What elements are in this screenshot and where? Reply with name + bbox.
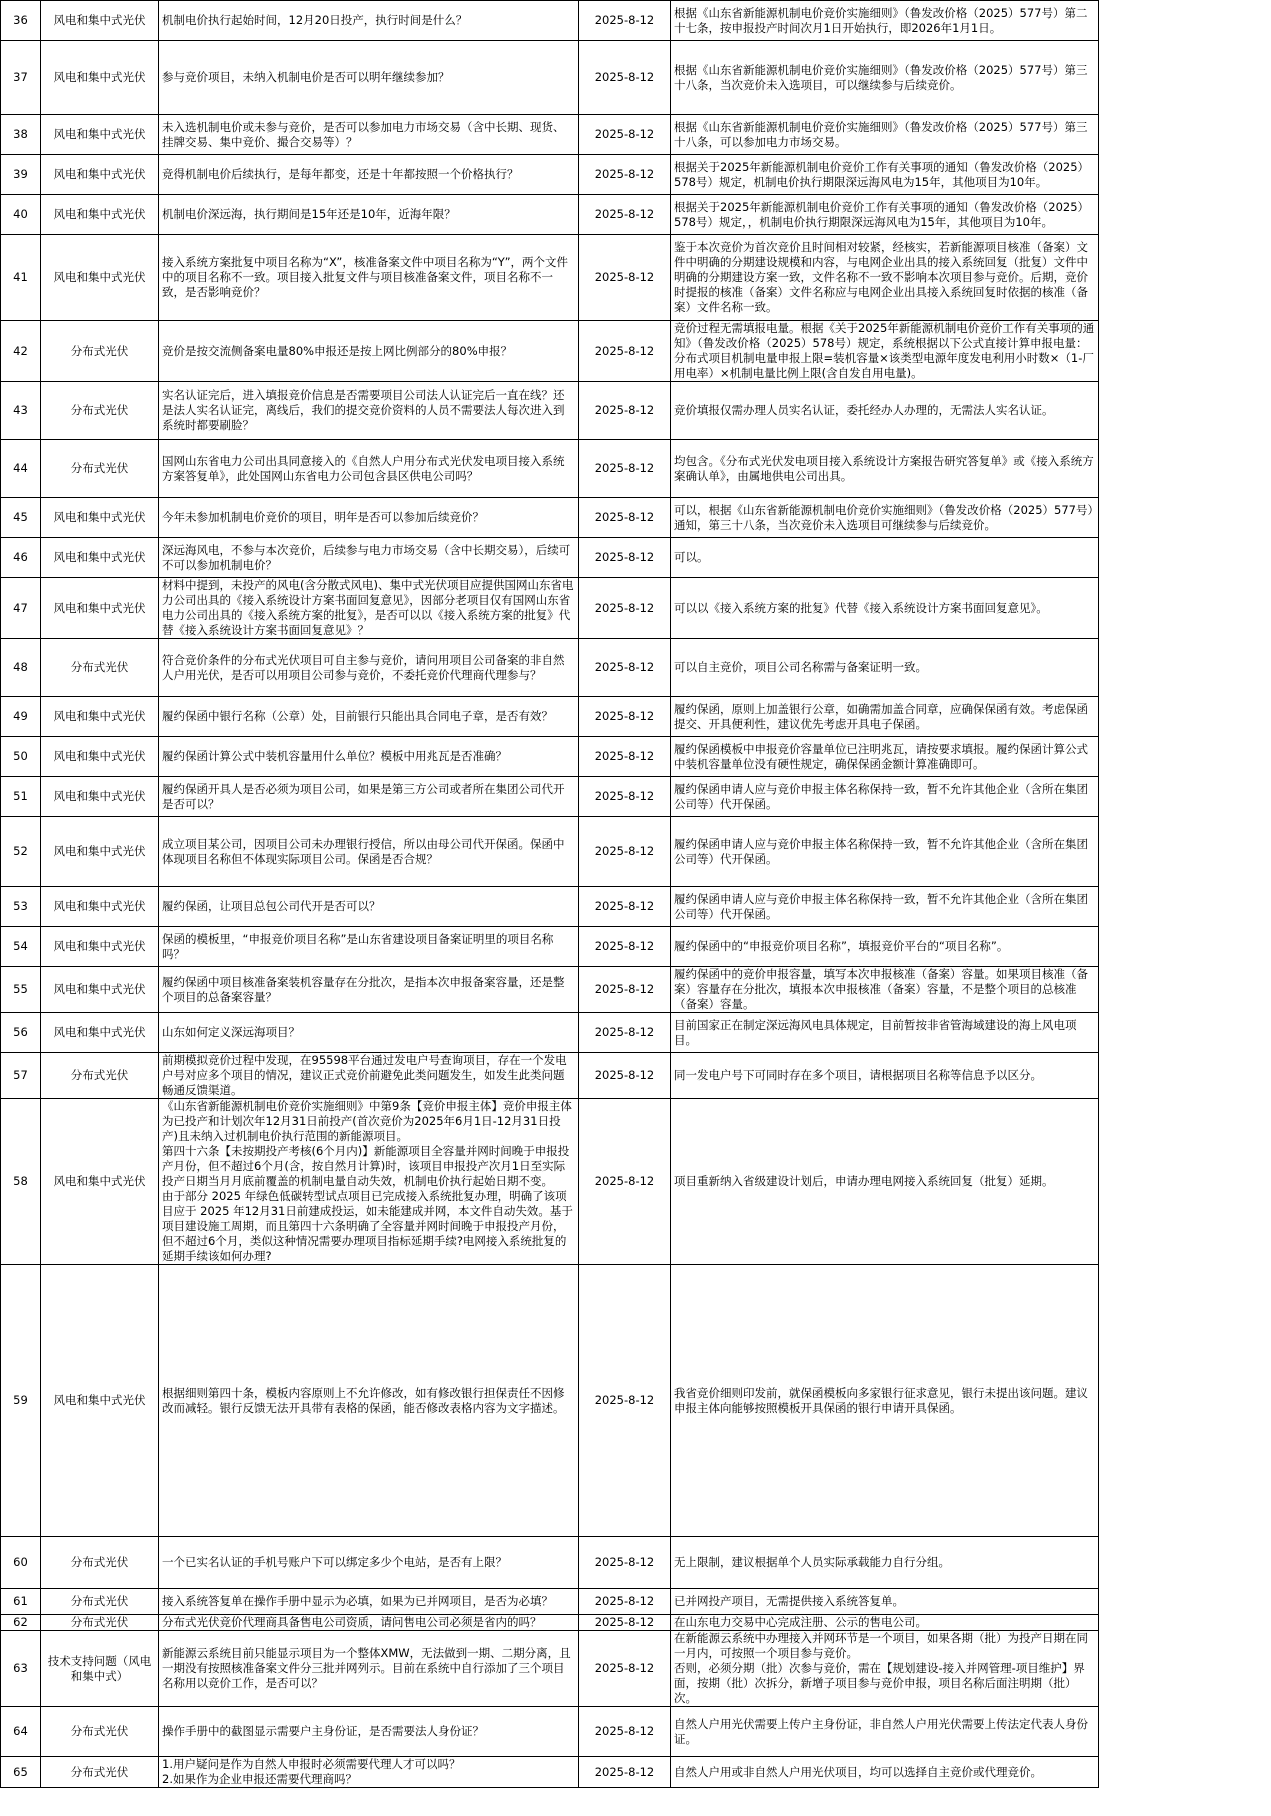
answer-cell[interactable]: 自然人户用光伏需要上传户主身份证，非自然人户用光伏需要上传法定代表人身份证。 bbox=[671, 1707, 1099, 1757]
question-cell[interactable]: 接入系统方案批复中项目名称为“X”，核准备案文件中项目名称为“Y”，两个文件中的项目名称不一致。项目接入批复文件与项目核准备案文件，项目名称不一致，是否影响竞价？ bbox=[159, 235, 579, 321]
row-number-cell[interactable]: 50 bbox=[1, 737, 41, 777]
reply-date-cell[interactable]: 2025-8-12 bbox=[579, 777, 671, 817]
answer-cell[interactable]: 根据关于2025年新能源机制电价竞价工作有关事项的通知（鲁发改价格（2025）578号）规定，机制电价执行期限深远海风电为15年，其他项目为10年。 bbox=[671, 155, 1099, 195]
reply-date-cell[interactable]: 2025-8-12 bbox=[579, 1757, 671, 1788]
table-row bbox=[1, 817, 1099, 887]
reply-date-cell[interactable]: 2025-8-12 bbox=[579, 578, 671, 639]
answer-cell[interactable]: 可以，根据《山东省新能源机制电价竞价实施细则》（鲁发改价格（2025）577号）通知，第三十八条，当次竞价未入选项目可继续参与后续竞价。 bbox=[671, 498, 1099, 538]
row-number-cell[interactable]: 60 bbox=[1, 1537, 41, 1589]
project-type-cell[interactable]: 风电和集中式光伏 bbox=[41, 777, 159, 817]
reply-date-cell[interactable]: 2025-8-12 bbox=[579, 1707, 671, 1757]
table-row bbox=[1, 639, 1099, 697]
question-cell[interactable]: 履约保函中银行名称（公章）处，目前银行只能出具合同电子章，是否有效？ bbox=[159, 697, 579, 737]
answer-cell[interactable]: 可以。 bbox=[671, 538, 1099, 578]
answer-cell[interactable]: 根据《山东省新能源机制电价竞价实施细则》（鲁发改价格（2025）577号）第二十七条，按申报投产时间次月1日开始执行，即2026年1月1日。 bbox=[671, 1, 1099, 41]
answer-cell[interactable]: 可以自主竞价，项目公司名称需与备案证明一致。 bbox=[671, 639, 1099, 697]
reply-date-cell[interactable]: 2025-8-12 bbox=[579, 967, 671, 1013]
table-row bbox=[1, 1013, 1099, 1053]
reply-date-cell[interactable]: 2025-8-12 bbox=[579, 115, 671, 155]
reply-date-cell[interactable]: 2025-8-12 bbox=[579, 697, 671, 737]
question-cell[interactable]: 前期模拟竞价过程中发现，在95598平台通过发电户号查询项目，存在一个发电户号对应多个项目的情况，建议正式竞价前避免此类问题发生，如发生此类问题畅通反馈渠道。 bbox=[159, 1053, 579, 1099]
project-type-cell[interactable]: 风电和集中式光伏 bbox=[41, 967, 159, 1013]
table-row bbox=[1, 115, 1099, 155]
answer-cell[interactable]: 履约保函，原则上加盖银行公章，如确需加盖合同章，应确保保函有效。考虑保函提交、开具便利性，建议优先考虑开具电子保函。 bbox=[671, 697, 1099, 737]
table-row bbox=[1, 1757, 1099, 1788]
row-number-cell[interactable]: 40 bbox=[1, 195, 41, 235]
row-number-cell[interactable]: 54 bbox=[1, 927, 41, 967]
row-number-cell[interactable]: 62 bbox=[1, 1615, 41, 1631]
row-number-cell[interactable]: 45 bbox=[1, 498, 41, 538]
table-row bbox=[1, 195, 1099, 235]
project-type-cell[interactable]: 分布式光伏 bbox=[41, 1537, 159, 1589]
row-number-cell[interactable]: 41 bbox=[1, 235, 41, 321]
reply-date-cell[interactable]: 2025-8-12 bbox=[579, 321, 671, 382]
table-row bbox=[1, 538, 1099, 578]
table-row bbox=[1, 737, 1099, 777]
table-row bbox=[1, 1707, 1099, 1757]
answer-cell[interactable]: 目前国家正在制定深远海风电具体规定，目前暂按非省管海域建设的海上风电项目。 bbox=[671, 1013, 1099, 1053]
question-cell[interactable]: 未入选机制电价或未参与竞价，是否可以参加电力市场交易（含中长期、现货、挂牌交易、集中竞价、撮合交易等）？ bbox=[159, 115, 579, 155]
table-row bbox=[1, 1631, 1099, 1707]
reply-date-cell[interactable]: 2025-8-12 bbox=[579, 41, 671, 115]
project-type-cell[interactable]: 风电和集中式光伏 bbox=[41, 887, 159, 927]
question-cell[interactable]: 山东如何定义深远海项目？ bbox=[159, 1013, 579, 1053]
answer-cell[interactable]: 在新能源云系统中办理接入并网环节是一个项目，如果各期（批）为投产日期在同一月内，可按照一个项目参与竞价。 否则，必须分期（批）次参与竞价，需在【规划建设-接入并网管理-项目维护】界面，按期（批）次拆分，新增子项目参与竞价申报，项目名称后面注明期（批）次。 bbox=[671, 1631, 1099, 1707]
answer-cell[interactable]: 项目重新纳入省级建设计划后，申请办理电网接入系统回复（批复）延期。 bbox=[671, 1099, 1099, 1265]
table-row bbox=[1, 777, 1099, 817]
answer-cell[interactable]: 履约保函申请人应与竞价申报主体名称保持一致，暂不允许其他企业（含所在集团公司等）代开保函。 bbox=[671, 887, 1099, 927]
reply-date-cell[interactable]: 2025-8-12 bbox=[579, 538, 671, 578]
reply-date-cell[interactable]: 2025-8-12 bbox=[579, 498, 671, 538]
row-number-cell[interactable]: 48 bbox=[1, 639, 41, 697]
reply-date-cell[interactable]: 2025-8-12 bbox=[579, 1537, 671, 1589]
row-number-cell[interactable]: 52 bbox=[1, 817, 41, 887]
row-number-cell[interactable]: 44 bbox=[1, 440, 41, 498]
row-number-cell[interactable]: 46 bbox=[1, 538, 41, 578]
table-row bbox=[1, 1053, 1099, 1099]
project-type-cell[interactable]: 分布式光伏 bbox=[41, 321, 159, 382]
reply-date-cell[interactable]: 2025-8-12 bbox=[579, 440, 671, 498]
table-row bbox=[1, 498, 1099, 538]
answer-cell[interactable]: 根据《山东省新能源机制电价竞价实施细则》（鲁发改价格（2025）577号）第三十八条，可以参加电力市场交易。 bbox=[671, 115, 1099, 155]
question-cell[interactable]: 履约保函计算公式中装机容量用什么单位？模板中用兆瓦是否准确？ bbox=[159, 737, 579, 777]
project-type-cell[interactable]: 风电和集中式光伏 bbox=[41, 1265, 159, 1537]
project-type-cell[interactable]: 风电和集中式光伏 bbox=[41, 498, 159, 538]
project-type-cell[interactable]: 分布式光伏 bbox=[41, 1589, 159, 1615]
reply-date-cell[interactable]: 2025-8-12 bbox=[579, 1615, 671, 1631]
project-type-cell[interactable]: 分布式光伏 bbox=[41, 1757, 159, 1788]
row-number-cell[interactable]: 64 bbox=[1, 1707, 41, 1757]
reply-date-cell[interactable]: 2025-8-12 bbox=[579, 1099, 671, 1265]
question-cell[interactable]: 一个已实名认证的手机号账户下可以绑定多少个电站，是否有上限？ bbox=[159, 1537, 579, 1589]
answer-cell[interactable]: 竞价过程无需填报电量。根据《关于2025年新能源机制电价竞价工作有关事项的通知》（鲁发改价格（2025）578号）规定，系统根据以下公式直接计算申报电量：分布式项目机制电量申报上限=装机容量×该类型电源年度发电利用小时数×（1-厂用电率）×机制电量比例上限(含自发自用电量)。 bbox=[671, 321, 1099, 382]
question-cell[interactable]: 竞得机制电价后续执行，是每年都变，还是十年都按照一个价格执行？ bbox=[159, 155, 579, 195]
reply-date-cell[interactable]: 2025-8-12 bbox=[579, 1631, 671, 1707]
reply-date-cell[interactable]: 2025-8-12 bbox=[579, 639, 671, 697]
answer-cell[interactable]: 我省竞价细则印发前，就保函模板向多家银行征求意见，银行未提出该问题。建议申报主体向能够按照模板开具保函的银行申请开具保函。 bbox=[671, 1265, 1099, 1537]
project-type-cell[interactable]: 风电和集中式光伏 bbox=[41, 927, 159, 967]
reply-date-cell[interactable]: 2025-8-12 bbox=[579, 1, 671, 41]
row-number-cell[interactable]: 47 bbox=[1, 578, 41, 639]
project-type-cell[interactable]: 风电和集中式光伏 bbox=[41, 737, 159, 777]
reply-date-cell[interactable]: 2025-8-12 bbox=[579, 1589, 671, 1615]
table-row bbox=[1, 382, 1099, 440]
table-row bbox=[1, 927, 1099, 967]
answer-cell[interactable]: 鉴于本次竞价为首次竞价且时间相对较紧，经核实，若新能源项目核准（备案）文件中明确的分期建设规模和内容，与电网企业出具的接入系统回复（批复）文件中明确的分期建设方案一致，文件名称不一致不影响本次项目参与竞价。后期，竞价时提报的核准（备案）文件名称应与电网企业出具接入系统回复时依据的核准（备案）文件名称一致。 bbox=[671, 235, 1099, 321]
question-cell[interactable]: 参与竞价项目，未纳入机制电价是否可以明年继续参加？ bbox=[159, 41, 579, 115]
faq-table-body bbox=[1, 1, 1099, 1788]
row-number-cell[interactable]: 43 bbox=[1, 382, 41, 440]
answer-cell[interactable]: 履约保函申请人应与竞价申报主体名称保持一致，暂不允许其他企业（含所在集团公司等）代开保函。 bbox=[671, 777, 1099, 817]
project-type-cell[interactable]: 分布式光伏 bbox=[41, 1707, 159, 1757]
answer-cell[interactable]: 履约保函申请人应与竞价申报主体名称保持一致，暂不允许其他企业（含所在集团公司等）代开保函。 bbox=[671, 817, 1099, 887]
project-type-cell[interactable]: 风电和集中式光伏 bbox=[41, 817, 159, 887]
answer-cell[interactable]: 履约保函中的“申报竞价项目名称”，填报竞价平台的“项目名称”。 bbox=[671, 927, 1099, 967]
row-number-cell[interactable]: 36 bbox=[1, 1, 41, 41]
question-cell[interactable]: 今年未参加机制电价竞价的项目，明年是否可以参加后续竞价？ bbox=[159, 498, 579, 538]
reply-date-cell[interactable]: 2025-8-12 bbox=[579, 1265, 671, 1537]
reply-date-cell[interactable]: 2025-8-12 bbox=[579, 235, 671, 321]
question-cell[interactable]: 1.用户疑问是作为自然人申报时必须需要代理人才可以吗？ 2.如果作为企业申报还需要代理商吗？ bbox=[159, 1757, 579, 1788]
question-cell[interactable]: 成立项目某公司，因项目公司未办理银行授信，所以由母公司代开保函。保函中体现项目名称但不体现实际项目公司。保函是否合规？ bbox=[159, 817, 579, 887]
project-type-cell[interactable]: 风电和集中式光伏 bbox=[41, 195, 159, 235]
project-type-cell[interactable]: 风电和集中式光伏 bbox=[41, 697, 159, 737]
reply-date-cell[interactable]: 2025-8-12 bbox=[579, 927, 671, 967]
answer-cell[interactable]: 竞价填报仅需办理人员实名认证，委托经办人办理的，无需法人实名认证。 bbox=[671, 382, 1099, 440]
answer-cell[interactable]: 可以以《接入系统方案的批复》代替《接入系统设计方案书面回复意见》。 bbox=[671, 578, 1099, 639]
reply-date-cell[interactable]: 2025-8-12 bbox=[579, 817, 671, 887]
project-type-cell[interactable]: 风电和集中式光伏 bbox=[41, 41, 159, 115]
question-cell[interactable]: 国网山东省电力公司出具同意接入的《自然人户用分布式光伏发电项目接入系统方案答复单》，此处国网山东省电力公司包含县区供电公司吗？ bbox=[159, 440, 579, 498]
table-row bbox=[1, 887, 1099, 927]
table-row bbox=[1, 697, 1099, 737]
answer-cell[interactable]: 履约保函模板中申报竞价容量单位已注明兆瓦，请按要求填报。履约保函计算公式中装机容量单位没有硬性规定，确保保函金额计算准确即可。 bbox=[671, 737, 1099, 777]
project-type-cell[interactable]: 技术支持问题（风电和集中式） bbox=[41, 1631, 159, 1707]
row-number-cell[interactable]: 65 bbox=[1, 1757, 41, 1788]
project-type-cell[interactable]: 风电和集中式光伏 bbox=[41, 155, 159, 195]
reply-date-cell[interactable]: 2025-8-12 bbox=[579, 195, 671, 235]
question-cell[interactable]: 竞价是按交流侧备案电量80%申报还是按上网比例部分的80%申报？ bbox=[159, 321, 579, 382]
answer-cell[interactable]: 已并网投产项目，无需提供接入系统答复单。 bbox=[671, 1589, 1099, 1615]
project-type-cell[interactable]: 分布式光伏 bbox=[41, 440, 159, 498]
row-number-cell[interactable]: 42 bbox=[1, 321, 41, 382]
row-number-cell[interactable]: 51 bbox=[1, 777, 41, 817]
answer-cell[interactable]: 在山东电力交易中心完成注册、公示的售电公司。 bbox=[671, 1615, 1099, 1631]
row-number-cell[interactable]: 38 bbox=[1, 115, 41, 155]
table-row bbox=[1, 1, 1099, 41]
project-type-cell[interactable]: 分布式光伏 bbox=[41, 382, 159, 440]
question-cell[interactable]: 机制电价执行起始时间，12月20日投产，执行时间是什么？ bbox=[159, 1, 579, 41]
question-cell[interactable]: 《山东省新能源机制电价竞价实施细则》中第9条【竞价申报主体】竞价申报主体为已投产和计划次年12月31日前投产(首次竞价为2025年6月1日-12月31日投产)且未纳入过机制电价执行范围的新能源项目。 第四十六条【未按期投产考核(6个月内)】新能源项目全容量并网时间晚于申报投产月份，但不超过6个月(含，按自然月计算)时，该项目申报投产次月1日至实际投产日期当月月底前覆盖的机制电量自动失效，机制电价执行起始日期不变。 由于部分 2025 年绿色低碳转型试点项目已完成接入系统批复办理，明确了该项目应于 2025 年12月31日前建成投运，如未能建成并网，本文件自动失效。基于项目建设施工周期，而且第四十六条明确了全容量并网时间晚于申报投产月份，但不超过6个月，类似这种情况需要办理项目指标延期手续?电网接入系统批复的延期手续该如何办理? bbox=[159, 1099, 579, 1265]
row-number-cell[interactable]: 39 bbox=[1, 155, 41, 195]
table-row bbox=[1, 321, 1099, 382]
question-cell[interactable]: 根据细则第四十条，模板内容原则上不允许修改，如有修改银行担保责任不因修改而减轻。银行反馈无法开具带有表格的保函，能否修改表格内容为文字描述。 bbox=[159, 1265, 579, 1537]
question-cell[interactable]: 机制电价深远海，执行期间是15年还是10年，近海年限？ bbox=[159, 195, 579, 235]
project-type-cell[interactable]: 风电和集中式光伏 bbox=[41, 538, 159, 578]
row-number-cell[interactable]: 57 bbox=[1, 1053, 41, 1099]
answer-cell[interactable]: 无上限制，建议根据单个人员实际承载能力自行分组。 bbox=[671, 1537, 1099, 1589]
row-number-cell[interactable]: 55 bbox=[1, 967, 41, 1013]
row-number-cell[interactable]: 56 bbox=[1, 1013, 41, 1053]
question-cell[interactable]: 深远海风电，不参与本次竞价，后续参与电力市场交易（含中长期交易），后续可不可以参加机制电价？ bbox=[159, 538, 579, 578]
question-cell[interactable]: 保函的模板里，“申报竞价项目名称”是山东省建设项目备案证明里的项目名称吗？ bbox=[159, 927, 579, 967]
project-type-cell[interactable]: 风电和集中式光伏 bbox=[41, 1099, 159, 1265]
project-type-cell[interactable]: 分布式光伏 bbox=[41, 639, 159, 697]
table-row bbox=[1, 1615, 1099, 1631]
table-row bbox=[1, 1265, 1099, 1537]
table-row bbox=[1, 440, 1099, 498]
question-cell[interactable]: 分布式光伏竞价代理商具备售电公司资质，请问售电公司必须是省内的吗？ bbox=[159, 1615, 579, 1631]
row-number-cell[interactable]: 58 bbox=[1, 1099, 41, 1265]
reply-date-cell[interactable]: 2025-8-12 bbox=[579, 887, 671, 927]
answer-cell[interactable]: 自然人户用或非自然人户用光伏项目，均可以选择自主竞价或代理竞价。 bbox=[671, 1757, 1099, 1788]
question-cell[interactable]: 符合竞价条件的分布式光伏项目可自主参与竞价，请问用项目公司备案的非自然人户用光伏，是否可以用项目公司参与竞价，不委托竞价代理商代理参与？ bbox=[159, 639, 579, 697]
table-row bbox=[1, 235, 1099, 321]
answer-cell[interactable]: 根据《山东省新能源机制电价竞价实施细则》（鲁发改价格（2025）577号）第三十八条，当次竞价未入选项目，可以继续参与后续竞价。 bbox=[671, 41, 1099, 115]
table-row bbox=[1, 155, 1099, 195]
table-row bbox=[1, 1589, 1099, 1615]
reply-date-cell[interactable]: 2025-8-12 bbox=[579, 1013, 671, 1053]
reply-date-cell[interactable]: 2025-8-12 bbox=[579, 737, 671, 777]
question-cell[interactable]: 材料中提到，未投产的风电(含分散式风电)、集中式光伏项目应提供国网山东省电力公司出具的《接入系统设计方案书面回复意见》，因部分老项目仅有国网山东省电力公司出具的《接入系统方案的批复》，是否可以以《接入系统方案的批复》代替《接入系统设计方案书面回复意见》？ bbox=[159, 578, 579, 639]
reply-date-cell[interactable]: 2025-8-12 bbox=[579, 382, 671, 440]
question-cell[interactable]: 履约保函中项目核准备案装机容量存在分批次，是指本次申报备案容量，还是整个项目的总备案容量？ bbox=[159, 967, 579, 1013]
table-row bbox=[1, 1099, 1099, 1265]
answer-cell[interactable]: 根据关于2025年新能源机制电价竞价工作有关事项的通知（鲁发改价格（2025）578号）规定，，机制电价执行期限深远海风电为15年，其他项目为10年。 bbox=[671, 195, 1099, 235]
answer-cell[interactable]: 履约保函中的竞价申报容量，填写本次申报核准（备案）容量。如果项目核准（备案）容量存在分批次，填报本次申报核准（备案）容量，不是整个项目的总核准（备案）容量。 bbox=[671, 967, 1099, 1013]
table-row bbox=[1, 41, 1099, 115]
project-type-cell[interactable]: 风电和集中式光伏 bbox=[41, 115, 159, 155]
row-number-cell[interactable]: 49 bbox=[1, 697, 41, 737]
question-cell[interactable]: 履约保函开具人是否必须为项目公司，如果是第三方公司或者所在集团公司代开是否可以？ bbox=[159, 777, 579, 817]
project-type-cell[interactable]: 风电和集中式光伏 bbox=[41, 1013, 159, 1053]
row-number-cell[interactable]: 59 bbox=[1, 1265, 41, 1537]
question-cell[interactable]: 新能源云系统目前只能显示项目为一个整体XMW，无法做到一期、二期分离，且一期没有按照核准备案文件分三批并网列示。目前在系统中自行添加了三个项目名称用以竞价工作，是否可以？ bbox=[159, 1631, 579, 1707]
project-type-cell[interactable]: 分布式光伏 bbox=[41, 1053, 159, 1099]
reply-date-cell[interactable]: 2025-8-12 bbox=[579, 155, 671, 195]
project-type-cell[interactable]: 分布式光伏 bbox=[41, 1615, 159, 1631]
row-number-cell[interactable]: 63 bbox=[1, 1631, 41, 1707]
table-row bbox=[1, 578, 1099, 639]
row-number-cell[interactable]: 37 bbox=[1, 41, 41, 115]
question-cell[interactable]: 履约保函，让项目总包公司代开是否可以？ bbox=[159, 887, 579, 927]
table-row bbox=[1, 967, 1099, 1013]
question-cell[interactable]: 实名认证完后，进入填报竞价信息是否需要项目公司法人认证完后一直在线？还是法人实名认证完，离线后，我们的提交竞价资料的人员不需要法人每次进入到系统时都要刷脸？ bbox=[159, 382, 579, 440]
row-number-cell[interactable]: 53 bbox=[1, 887, 41, 927]
project-type-cell[interactable]: 风电和集中式光伏 bbox=[41, 235, 159, 321]
project-type-cell[interactable]: 风电和集中式光伏 bbox=[41, 578, 159, 639]
project-type-cell[interactable]: 风电和集中式光伏 bbox=[41, 1, 159, 41]
row-number-cell[interactable]: 61 bbox=[1, 1589, 41, 1615]
table-row bbox=[1, 1537, 1099, 1589]
question-cell[interactable]: 操作手册中的截图显示需要户主身份证，是否需要法人身份证？ bbox=[159, 1707, 579, 1757]
question-cell[interactable]: 接入系统答复单在操作手册中显示为必填，如果为已并网项目，是否为必填？ bbox=[159, 1589, 579, 1615]
answer-cell[interactable]: 均包含。《分布式光伏发电项目接入系统设计方案报告研究答复单》或《接入系统方案确认单》，由属地供电公司出具。 bbox=[671, 440, 1099, 498]
answer-cell[interactable]: 同一发电户号下可同时存在多个项目，请根据项目名称等信息予以区分。 bbox=[671, 1053, 1099, 1099]
reply-date-cell[interactable]: 2025-8-12 bbox=[579, 1053, 671, 1099]
